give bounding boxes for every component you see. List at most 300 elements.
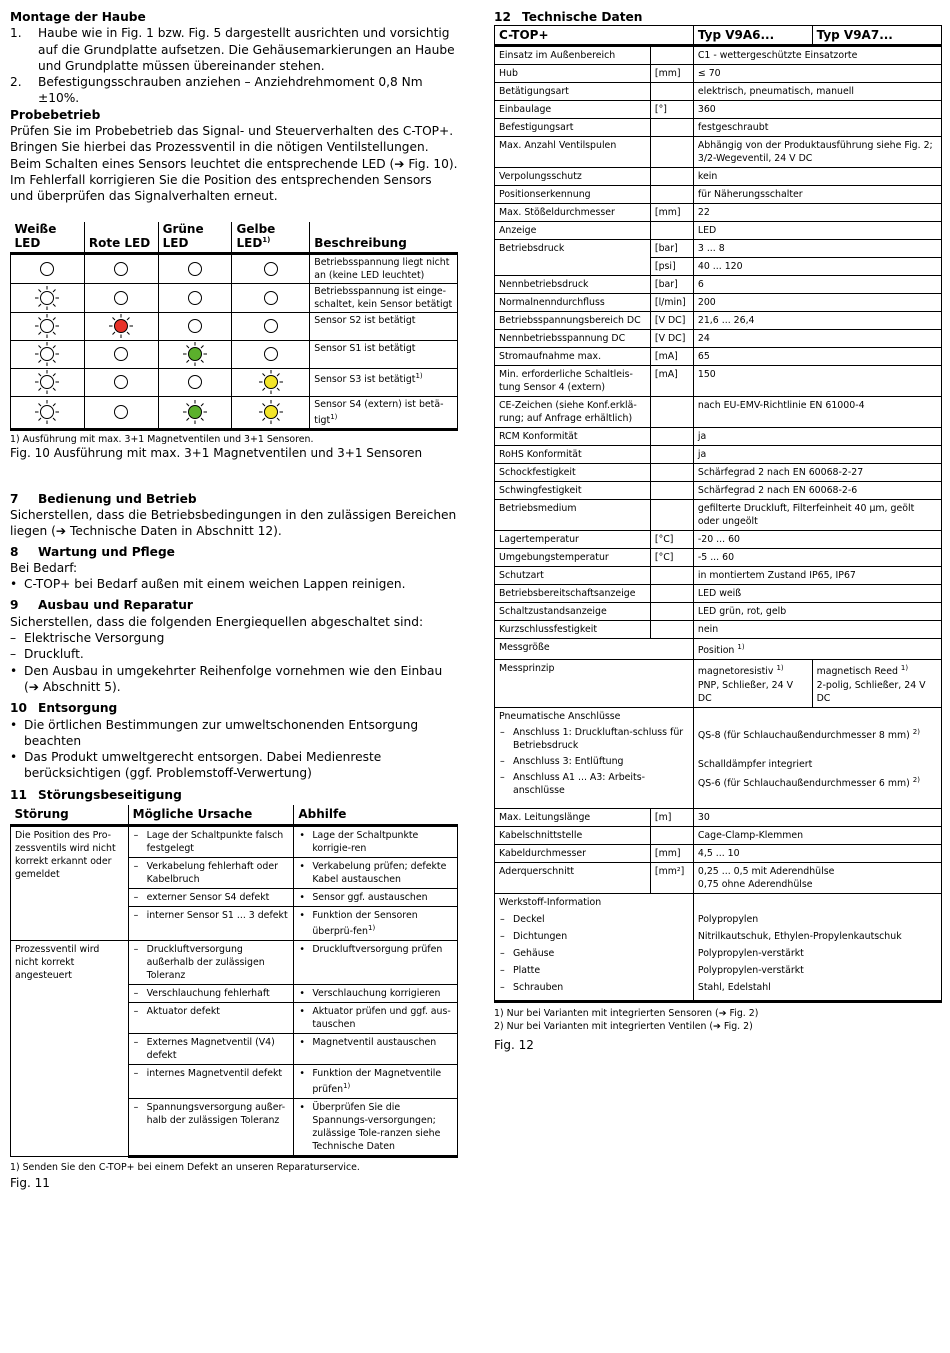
- tech-value: Cage-Clamp-Klemmen: [693, 826, 941, 844]
- list-item: – Elektrische Versorgung: [10, 630, 458, 646]
- led-cell: [158, 283, 232, 312]
- tech-unit: [°]: [650, 101, 693, 119]
- table-row: [495, 168, 942, 186]
- table-row: [11, 312, 458, 340]
- led-description-text: Betriebsspannung liegt nicht an (keine LED leuchtet): [314, 256, 450, 281]
- tech-label: Stromaufnahme max.: [495, 348, 651, 366]
- fault-ursache: – Externes Magnetventil (V4) defekt: [128, 1033, 294, 1064]
- tech-value: 21,6 ... 26,4: [693, 312, 941, 330]
- led-cell: [84, 283, 158, 312]
- tech-unit: [650, 826, 693, 844]
- tech-value: 360: [693, 101, 941, 119]
- fault-abhilfe-text: Druckluftversorgung prüfen: [312, 943, 443, 955]
- led-green-on-icon: [182, 399, 208, 425]
- led-off-icon: [258, 256, 284, 282]
- tech-group-label: Werkstoff-Information: [499, 896, 602, 908]
- tech-value: LED weiß: [693, 585, 941, 603]
- fault-ursache: – Verkabelung fehlerhaft oder Kabelbruch: [128, 857, 294, 888]
- step-number: 2.: [10, 75, 22, 90]
- table-row: [495, 186, 942, 204]
- tech-label: Betriebsmedium: [495, 500, 651, 531]
- fault-ursache: – externer Sensor S4 defekt: [128, 888, 294, 906]
- led-off-icon: [108, 369, 134, 395]
- tech-unit: [m]: [650, 808, 693, 826]
- tech-unit: [°C]: [650, 549, 693, 567]
- led-off-icon: [258, 285, 284, 311]
- fig11-caption: Fig. 11: [10, 1175, 50, 1190]
- tech-label: Max. Stößeldurchmesser: [495, 204, 651, 222]
- led-white-on-icon: [34, 341, 60, 367]
- table-row: [495, 222, 942, 240]
- fault-abhilfe-text: Überprüfen Sie die Spannungs-versorgungen; zulässige Tole-ranzen siehe Technische Daten: [312, 1101, 441, 1152]
- tech-value: 24: [693, 330, 941, 348]
- tech-label: Min. erforderliche Schaltleis-tung Sensor 4 (extern): [495, 366, 651, 397]
- tech-unit: [V DC]: [650, 312, 693, 330]
- tech-value-text: PNP, Schließer, 24 V DC: [697, 679, 793, 704]
- tech-sub-value: QS-6 (für Schlauchaußendurchmesser 6 mm): [697, 777, 910, 789]
- footnote-marker: 1): [415, 371, 423, 380]
- tech-value: kein: [693, 168, 941, 186]
- tech-header-v9a7: Typ V9A7...: [812, 26, 941, 46]
- fault-header-abhilfe: Abhilfe: [294, 805, 458, 825]
- tech-value: [812, 660, 941, 707]
- tech-sub-label: Gehäuse: [513, 947, 555, 959]
- tech-label: Werkstoff-Information – Deckel – Dichtungen – Gehäuse – Platte – Schrauben: [495, 893, 694, 1001]
- led-header: [158, 222, 232, 254]
- fault-abhilfe-text: Funktion der Magnetventile prüfen: [312, 1067, 442, 1095]
- tech-label: Kabelschnittstelle: [495, 826, 651, 844]
- led-off-icon: [182, 313, 208, 339]
- table-row: [495, 294, 942, 312]
- led-yellow-on-icon: [258, 399, 284, 425]
- tech-unit: [l/min]: [650, 294, 693, 312]
- tech-label: Nennbetriebsdruck: [495, 276, 651, 294]
- tech-label: Aderquerschnitt: [495, 862, 651, 893]
- tech-value: nein: [693, 621, 941, 639]
- fault-ursache-text: Verkabelung fehlerhaft oder Kabelbruch: [146, 860, 278, 885]
- fig10-caption: Fig. 10 Ausführung mit max. 3+1 Magnetventilen und 3+1 Sensoren: [10, 445, 423, 460]
- heading-probebetrieb: Probebetrieb: [10, 107, 101, 122]
- tech-sub-label: Schrauben: [513, 981, 564, 993]
- fault-footnote: 1) Senden Sie den C-TOP+ bei einem Defekt an unseren Reparaturservice.: [10, 1161, 360, 1173]
- led-cell: [158, 340, 232, 368]
- tech-value: [693, 660, 812, 707]
- fault-abhilfe: • Aktuator prüfen und ggf. aus-tauschen: [294, 1002, 458, 1033]
- led-header-label: Weiße LED: [14, 221, 57, 250]
- led-header: [84, 222, 158, 254]
- tech-value-text: 0,25 ... 0,5 mit Aderendhülse: [697, 865, 835, 877]
- fig12-caption: Fig. 12: [494, 1037, 534, 1052]
- fault-ursache: – interner Sensor S1 ... 3 defekt: [128, 906, 294, 940]
- table-row: [495, 500, 942, 531]
- table-row: [495, 397, 942, 428]
- footnote-marker: 1): [367, 923, 376, 932]
- fault-abhilfe: • Verkabelung prüfen; defekte Kabel austauschen: [294, 857, 458, 888]
- table-row: [495, 844, 942, 862]
- tech-sub-label: Deckel: [513, 913, 545, 925]
- tech-sub-value: QS-8 (für Schlauchaußendurchmesser 8 mm): [697, 729, 910, 741]
- tech-value: in montiertem Zustand IP65, IP67: [693, 567, 941, 585]
- fault-abhilfe: • Überprüfen Sie die Spannungs-versorgungen; zulässige Tole-ranzen siehe Technische Daten: [294, 1098, 458, 1156]
- tech-value: 30: [693, 808, 941, 826]
- tech-label: Lagertemperatur: [495, 531, 651, 549]
- montage-step: [10, 74, 458, 107]
- footnote-marker: 1): [343, 1081, 351, 1090]
- fault-abhilfe: • Lage der Schaltpunkte korrigie-ren: [294, 825, 458, 857]
- fault-abhilfe-text: Lage der Schaltpunkte korrigie-ren: [312, 829, 419, 854]
- table-row: [495, 101, 942, 119]
- led-header-label: Rote LED: [88, 235, 151, 250]
- led-cell: [158, 396, 232, 429]
- table-row: [495, 119, 942, 137]
- fault-ursache-text: Druckluftversorgung außerhalb der zulässigen Toleranz: [146, 943, 265, 981]
- tech-value: [693, 862, 941, 893]
- tech-label: Max. Leitungslänge: [495, 808, 651, 826]
- footnote-marker: 1): [330, 412, 338, 421]
- tech-sub-label: Dichtungen: [513, 930, 568, 942]
- led-description: [310, 368, 458, 396]
- table-row: [495, 893, 942, 1001]
- tech-label: Betriebsspannungsbereich DC: [495, 312, 651, 330]
- fault-stoerung-text: Die Position des Pro-zessventils wird nicht korrekt erkannt oder gemeldet: [15, 829, 116, 880]
- led-cell: [232, 396, 310, 429]
- tech-label: Einbaulage: [495, 101, 651, 119]
- tech-label: Messprinzip: [495, 660, 694, 707]
- tech-unit: [650, 222, 693, 240]
- table-row: [11, 340, 458, 368]
- tech-unit: [mm]: [650, 65, 693, 83]
- table-row: [495, 240, 942, 258]
- tech-unit: [650, 585, 693, 603]
- fault-ursache: – Lage der Schaltpunkte falsch festgelegt: [128, 825, 294, 857]
- led-cell: [232, 283, 310, 312]
- table-row: [495, 660, 942, 707]
- list-item: • Den Ausbau in umgekehrter Reihenfolge vornehmen wie den Einbau (➔ Abschnitt 5).: [10, 663, 458, 696]
- led-header-label: Beschreibung: [314, 235, 407, 250]
- section-7-text: Sicherstellen, dass die Betriebsbedingungen in den zulässigen Bereichen liegen (➔ Technische Daten in Abschnitt 12).: [10, 507, 457, 539]
- tech-value: [693, 639, 941, 660]
- led-white-on-icon: [34, 313, 60, 339]
- fault-abhilfe-text: Aktuator prüfen und ggf. aus-tauschen: [312, 1005, 451, 1030]
- section-9-list: [10, 663, 458, 696]
- tech-label: CE-Zeichen (siehe Konf.erklä-rung; auf Anfrage erhältlich): [495, 397, 651, 428]
- tech-label: RoHS Konformität: [495, 446, 651, 464]
- led-cell: [11, 368, 85, 396]
- led-cell: [158, 312, 232, 340]
- led-cell: [11, 283, 85, 312]
- tech-unit: [mm]: [650, 844, 693, 862]
- tech-value: 40 ... 120: [693, 258, 941, 276]
- table-row: [495, 330, 942, 348]
- led-header: [11, 222, 85, 254]
- tech-unit: [°C]: [650, 531, 693, 549]
- led-off-icon: [34, 256, 60, 282]
- tech-label: RCM Konformität: [495, 428, 651, 446]
- tech-label: Betriebsbereitschaftsanzeige: [495, 585, 651, 603]
- table-row: [495, 808, 942, 826]
- led-cell: [11, 396, 85, 429]
- led-cell: [232, 312, 310, 340]
- section-10-heading: 10 Entsorgung: [10, 701, 118, 716]
- tech-label: Umgebungstemperatur: [495, 549, 651, 567]
- tech-unit: [650, 464, 693, 482]
- tech-value: für Näherungsschalter: [693, 186, 941, 204]
- tech-unit: [650, 119, 693, 137]
- table-row: [495, 621, 942, 639]
- fault-abhilfe: • Verschlauchung korrigieren: [294, 984, 458, 1002]
- table-row: [11, 283, 458, 312]
- led-cell: [158, 368, 232, 396]
- fault-header-stoerung: Störung: [11, 805, 129, 825]
- tech-label: Einsatz im Außenbereich: [495, 46, 651, 65]
- table-row: [495, 585, 942, 603]
- table-row: [11, 253, 458, 283]
- tech-sub-value: Nitrilkautschuk, Ethylen-Propylenkautschuk: [697, 930, 902, 942]
- table-row: [495, 826, 942, 844]
- tech-sub-label: Anschluss 3: Entlüftung: [513, 755, 624, 767]
- table-row: [495, 639, 942, 660]
- section-12-heading: 12 Technische Daten: [494, 10, 643, 24]
- tech-label: Hub: [495, 65, 651, 83]
- tech-group-label: Pneumatische Anschlüsse: [499, 710, 621, 722]
- tech-unit: [650, 567, 693, 585]
- fault-table: [10, 805, 458, 1158]
- table-row: [11, 940, 458, 984]
- left-column: [10, 9, 458, 1191]
- tech-value: ≤ 70: [693, 65, 941, 83]
- tech-label: Positionserkennung: [495, 186, 651, 204]
- tech-value-text: magnetoresistiv: [697, 666, 774, 678]
- fault-abhilfe-text: Verschlauchung korrigieren: [312, 987, 441, 999]
- fault-ursache-text: interner Sensor S1 ... 3 defekt: [146, 909, 288, 921]
- led-description-text: Sensor S2 ist betätigt: [314, 314, 416, 326]
- tech-label: Schwingfestigkeit: [495, 482, 651, 500]
- section-10-list: [10, 717, 458, 782]
- tech-unit: [650, 168, 693, 186]
- led-description-text: Sensor S1 ist betätigt: [314, 342, 416, 354]
- fault-ursache-text: Aktuator defekt: [146, 1005, 220, 1017]
- footnote-marker: 2): [912, 727, 920, 736]
- led-cell: [84, 340, 158, 368]
- tech-label: Pneumatische Anschlüsse – Anschluss 1: Druckluftan-schluss für Betriebsdruck – Anschluss 3: Entlüftung – Anschluss A1 ... A3: Arbeits-anschlüsse: [495, 707, 694, 808]
- table-row: [495, 46, 942, 65]
- led-description-text: Sensor S4 (extern) ist betä-tigt: [314, 398, 444, 426]
- tech-unit: [650, 482, 693, 500]
- tech-value: gefilterte Druckluft, Filterfeinheit 40 µm, geölt oder ungeölt: [693, 500, 941, 531]
- footnote-marker: 2): [912, 775, 920, 784]
- fault-abhilfe: • Druckluftversorgung prüfen: [294, 940, 458, 984]
- fault-ursache-text: externer Sensor S4 defekt: [146, 891, 270, 903]
- fault-abhilfe-text: Verkabelung prüfen; defekte Kabel austauschen: [312, 860, 447, 885]
- tech-sub-value: Polypropylen-verstärkt: [697, 947, 804, 959]
- led-cell: [158, 253, 232, 283]
- tech-value: ja: [693, 428, 941, 446]
- fault-ursache: – Druckluftversorgung außerhalb der zulässigen Toleranz: [128, 940, 294, 984]
- tech-value: -5 ... 60: [693, 549, 941, 567]
- led-cell: [84, 312, 158, 340]
- montage-step: [10, 25, 458, 74]
- tech-unit: [650, 46, 693, 65]
- led-white-on-icon: [34, 285, 60, 311]
- fault-header-ursache: Mögliche Ursache: [128, 805, 294, 825]
- table-row: [495, 276, 942, 294]
- fault-ursache-text: Lage der Schaltpunkte falsch festgelegt: [146, 829, 284, 854]
- tech-label: Schockfestigkeit: [495, 464, 651, 482]
- table-row: [11, 825, 458, 857]
- led-cell: [84, 396, 158, 429]
- section-9-dash-list: [10, 630, 458, 663]
- tech-value: 200: [693, 294, 941, 312]
- section-8-text: Bei Bedarf:: [10, 560, 78, 575]
- led-description: [310, 283, 458, 312]
- fault-ursache-text: Spannungsversorgung außer-halb der zulässigen Toleranz: [146, 1101, 286, 1126]
- tech-unit: [mA]: [650, 348, 693, 366]
- tech-unit: [mm²]: [650, 862, 693, 893]
- tech-value-text: magnetisch Reed: [816, 666, 898, 678]
- tech-label: Betriebsdruck: [495, 240, 651, 276]
- fault-ursache: – internes Magnetventil defekt: [128, 1064, 294, 1098]
- tech-unit: [650, 428, 693, 446]
- tech-sub-value: Polypropylen: [697, 913, 759, 925]
- fault-ursache: – Spannungsversorgung außer-halb der zulässigen Toleranz: [128, 1098, 294, 1156]
- table-row: [495, 366, 942, 397]
- tech-value: 22: [693, 204, 941, 222]
- tech-value: Abhängig von der Produktausführung siehe Fig. 2; 3/2-Wegeventil, 24 V DC: [693, 137, 941, 168]
- montage-steps: [10, 25, 458, 106]
- led-off-icon: [108, 399, 134, 425]
- fault-abhilfe: • Magnetventil austauschen: [294, 1033, 458, 1064]
- led-white-on-icon: [34, 369, 60, 395]
- tech-unit: [bar]: [650, 240, 693, 258]
- tech-sub-label: Anschluss 1: Druckluftan-schluss für Betriebsdruck: [513, 726, 684, 751]
- tech-value: Schärfegrad 2 nach EN 60068-2-27: [693, 464, 941, 482]
- section-9-text: Sicherstellen, dass die folgenden Energiequellen abgeschaltet sind:: [10, 614, 424, 629]
- led-header-label: Grüne LED: [162, 221, 204, 250]
- tech-unit: [650, 603, 693, 621]
- tech-unit: [650, 500, 693, 531]
- fault-ursache-text: Externes Magnetventil (V4) defekt: [146, 1036, 275, 1061]
- section-7-heading: 7 Bedienung und Betrieb: [10, 491, 197, 506]
- table-row: [495, 482, 942, 500]
- footnote-marker: 1): [900, 664, 909, 673]
- heading-montage: Montage der Haube: [10, 10, 146, 24]
- led-header-label: Gelbe LED: [236, 221, 276, 250]
- fault-ursache-text: internes Magnetventil defekt: [146, 1067, 283, 1079]
- tech-value-text: 0,75 ohne Aderendhülse: [697, 878, 813, 890]
- tech-value: [693, 893, 941, 1001]
- led-green-on-icon: [182, 341, 208, 367]
- table-row: [495, 83, 942, 101]
- led-footnote: 1) Ausführung mit max. 3+1 Magnetventilen und 3+1 Sensoren.: [10, 433, 314, 445]
- tech-table: [494, 25, 942, 1002]
- led-off-icon: [182, 369, 208, 395]
- tech-value: elektrisch, pneumatisch, manuell: [693, 83, 941, 101]
- tech-label: Schaltzustandsanzeige: [495, 603, 651, 621]
- fault-abhilfe-text: Sensor ggf. austauschen: [312, 891, 428, 903]
- fault-stoerung: [11, 825, 129, 940]
- fault-abhilfe-text: Magnetventil austauschen: [312, 1036, 437, 1048]
- fault-ursache-text: Verschlauchung fehlerhaft: [146, 987, 270, 999]
- tech-label: Betätigungsart: [495, 83, 651, 101]
- tech-unit: [mm]: [650, 204, 693, 222]
- led-off-icon: [258, 313, 284, 339]
- led-yellow-on-icon: [258, 369, 284, 395]
- table-row: [495, 446, 942, 464]
- section-8-list: [10, 576, 458, 592]
- led-table: [10, 222, 458, 431]
- fault-ursache: – Aktuator defekt: [128, 1002, 294, 1033]
- tech-label: Messgröße: [495, 639, 694, 660]
- table-row: [495, 549, 942, 567]
- tech-label: Kabeldurchmesser: [495, 844, 651, 862]
- tech-unit: [650, 186, 693, 204]
- led-header: [232, 222, 310, 254]
- led-description-text: Betriebsspannung ist einge-schaltet, kein Sensor betätigt: [314, 285, 453, 310]
- tech-unit: [650, 83, 693, 101]
- led-off-icon: [258, 341, 284, 367]
- tech-value: ja: [693, 446, 941, 464]
- tech-unit: [650, 137, 693, 168]
- list-item: • Die örtlichen Bestimmungen zur umweltschonenden Entsorgung beachten: [10, 717, 458, 750]
- probebetrieb-text: Prüfen Sie im Probebetrieb das Signal- und Steuerverhalten des C-TOP+. Bringen Sie hierbei das Prozessventil in die nötigen Ventilstellungen. Beim Schalten eines Sensors leuchtet die entsprechende LED (➔ Fig. 10). Im Fehlerfall korrigieren Sie die Position des entsprechenden Sensors und überprüfen das Signalverhalten erneut.: [10, 124, 458, 204]
- table-row: [11, 396, 458, 429]
- tech-sub-value: Polypropylen-verstärkt: [697, 964, 804, 976]
- tech-label: Kurzschlussfestigkeit: [495, 621, 651, 639]
- tech-value: -20 ... 60: [693, 531, 941, 549]
- tech-header-product: C-TOP+: [495, 26, 694, 46]
- list-item: • Das Produkt umweltgerecht entsorgen. Dabei Medienreste berücksichtigen (ggf. Problemstoff-Verwertung): [10, 749, 458, 782]
- section-11-heading: 11 Störungsbeseitigung: [10, 787, 182, 802]
- led-cell: [84, 253, 158, 283]
- led-description: [310, 396, 458, 429]
- table-row: [495, 348, 942, 366]
- table-row: [495, 137, 942, 168]
- tech-label: Verpolungsschutz: [495, 168, 651, 186]
- tech-value: LED grün, rot, gelb: [693, 603, 941, 621]
- led-description-text: Sensor S3 ist betätigt: [314, 373, 416, 385]
- tech-value: LED: [693, 222, 941, 240]
- table-row: [495, 65, 942, 83]
- tech-label: Max. Anzahl Ventilspulen: [495, 137, 651, 168]
- list-item: – Druckluft.: [10, 646, 458, 662]
- led-cell: [232, 340, 310, 368]
- table-row: [495, 603, 942, 621]
- tech-sub-label: Anschluss A1 ... A3: Arbeits-anschlüsse: [513, 771, 645, 796]
- table-row: [495, 464, 942, 482]
- led-cell: [11, 340, 85, 368]
- tech-label: Nennbetriebsspannung DC: [495, 330, 651, 348]
- tech-value: 150: [693, 366, 941, 397]
- led-description: [310, 340, 458, 368]
- tech-value: C1 - wettergeschützte Einsatzorte: [693, 46, 941, 65]
- tech-value-text: Position: [697, 645, 735, 657]
- led-cell: [232, 253, 310, 283]
- tech-value: Schärfegrad 2 nach EN 60068-2-6: [693, 482, 941, 500]
- led-cell: [11, 312, 85, 340]
- led-off-icon: [182, 256, 208, 282]
- led-off-icon: [108, 285, 134, 311]
- led-off-icon: [108, 341, 134, 367]
- led-header: [310, 222, 458, 254]
- tech-header-v9a6: Typ V9A6...: [693, 26, 812, 46]
- led-off-icon: [108, 256, 134, 282]
- tech-value-text: 2-polig, Schließer, 24 V DC: [816, 679, 926, 704]
- tech-label: Schutzart: [495, 567, 651, 585]
- tech-sub-label: Platte: [513, 964, 541, 976]
- section-8-heading: 8 Wartung und Pflege: [10, 544, 175, 559]
- fault-abhilfe: • Sensor ggf. austauschen: [294, 888, 458, 906]
- led-cell: [84, 368, 158, 396]
